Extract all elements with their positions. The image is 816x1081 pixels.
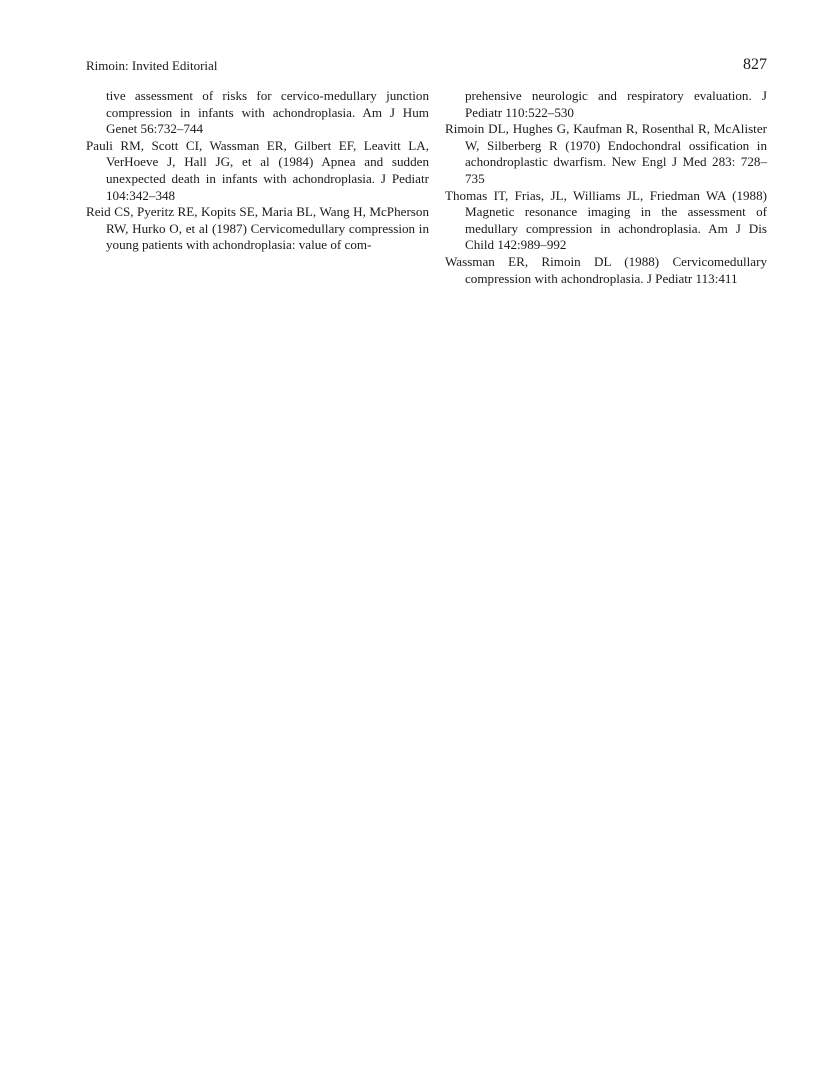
page-number: 827 (743, 56, 767, 73)
reference-entry: prehensive neurologic and respiratory evaluation. J Pediatr 110:522–530 (465, 88, 767, 120)
reference-entry: Reid CS, Pyeritz RE, Kopits SE, Maria BL, Wang H, McPherson RW, Hurko O, et al (1987) Cervicomedullary compression in young patients with achondroplasia: value of com- (86, 204, 429, 253)
reference-entry: Wassman ER, Rimoin DL (1988) Cervicomedullary compression with achondroplasia. J Pediatr 113:411 (445, 253, 767, 286)
references-left-column (86, 88, 429, 254)
reference-entry: Thomas IT, Frias, JL, Williams JL, Friedman WA (1988) Magnetic resonance imaging in the assessment of medullary compression in achondroplasia. Am J Dis Child 142:989–992 (445, 187, 767, 253)
running-head: Rimoin: Invited Editorial (86, 58, 218, 73)
reference-entry: Pauli RM, Scott CI, Wassman ER, Gilbert EF, Leavitt LA, VerHoeve J, Hall JG, et al (1984) Apnea and sudden unexpected death in infants with achondroplasia. J Pediatr 104:342–348 (86, 137, 429, 203)
reference-entry: Rimoin DL, Hughes G, Kaufman R, Rosenthal R, McAlister W, Silberberg R (1970) Endochondral ossification in achondroplastic dwarfism. New Engl J Med 283: 728–735 (445, 121, 767, 186)
references-right-column (445, 88, 767, 287)
reference-entry: tive assessment of risks for cervico-medullary junction compression in infants with achondroplasia. Am J Hum Genet 56:732–744 (106, 88, 429, 137)
